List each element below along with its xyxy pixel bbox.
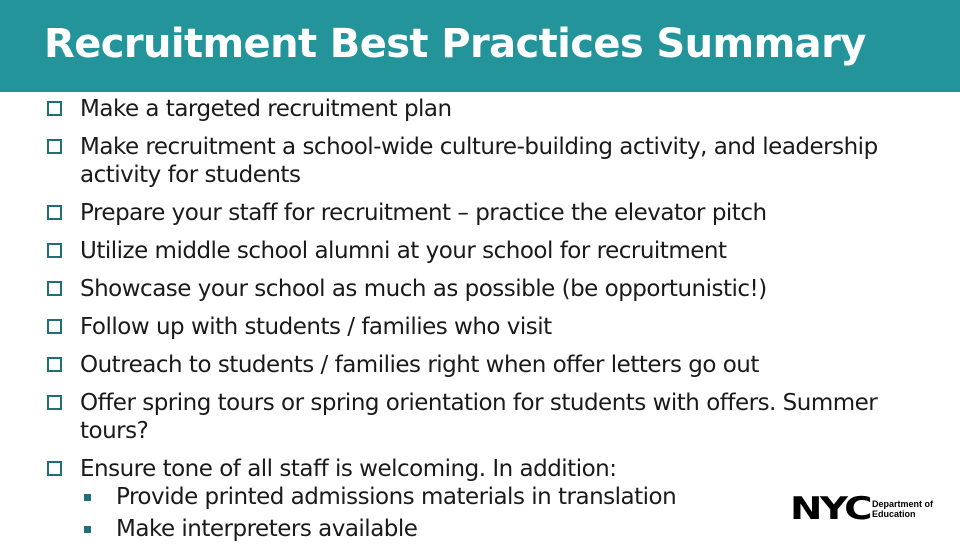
bullet-text: Ensure tone of all staff is welcoming. In addition: [80, 456, 617, 482]
bullet-item [0, 199, 960, 227]
bullet-list [0, 95, 960, 553]
logo-line-2: Education [872, 509, 916, 519]
bullet-text: Offer spring tours or spring orientation for students with offers. Summer tours? [80, 390, 878, 444]
bullet-item [0, 95, 960, 123]
logo-mark: NYC [790, 491, 871, 527]
bullet-text: Showcase your school as much as possible (be opportunistic!) [80, 276, 767, 302]
bullet-text: Prepare your staff for recruitment – practice the elevator pitch [80, 200, 767, 226]
bullet-text: Utilize middle school alumni at your school for recruitment [80, 238, 727, 264]
sub-bullet-text: Provide printed admissions materials in translation [116, 484, 677, 510]
bullet-text: Make a targeted recruitment plan [80, 96, 452, 122]
checkbox-bullet-icon [47, 461, 62, 476]
sub-bullet-text: Make interpreters available [116, 516, 418, 542]
nyc-doe-logo [790, 491, 934, 527]
checkbox-bullet-icon [47, 395, 62, 410]
bullet-item [0, 133, 960, 189]
title-bar [0, 0, 960, 92]
square-bullet-icon [84, 526, 91, 533]
bullet-item [0, 389, 960, 445]
checkbox-bullet-icon [47, 243, 62, 258]
checkbox-bullet-icon [47, 101, 62, 116]
bullet-item [0, 237, 960, 265]
bullet-text: Outreach to students / families right when offer letters go out [80, 352, 759, 378]
bullet-text: Follow up with students / families who visit [80, 314, 552, 340]
checkbox-bullet-icon [47, 281, 62, 296]
bullet-item [0, 351, 960, 379]
bullet-item [0, 275, 960, 303]
checkbox-bullet-icon [47, 319, 62, 334]
bullet-item [0, 313, 960, 341]
checkbox-bullet-icon [47, 139, 62, 154]
checkbox-bullet-icon [47, 205, 62, 220]
square-bullet-icon [84, 494, 91, 501]
checkbox-bullet-icon [47, 357, 62, 372]
bullet-text: Make recruitment a school-wide culture-building activity, and leadership activity for students [80, 134, 878, 188]
logo-line-1: Department of [872, 499, 934, 509]
slide-title: Recruitment Best Practices Summary [44, 21, 866, 67]
